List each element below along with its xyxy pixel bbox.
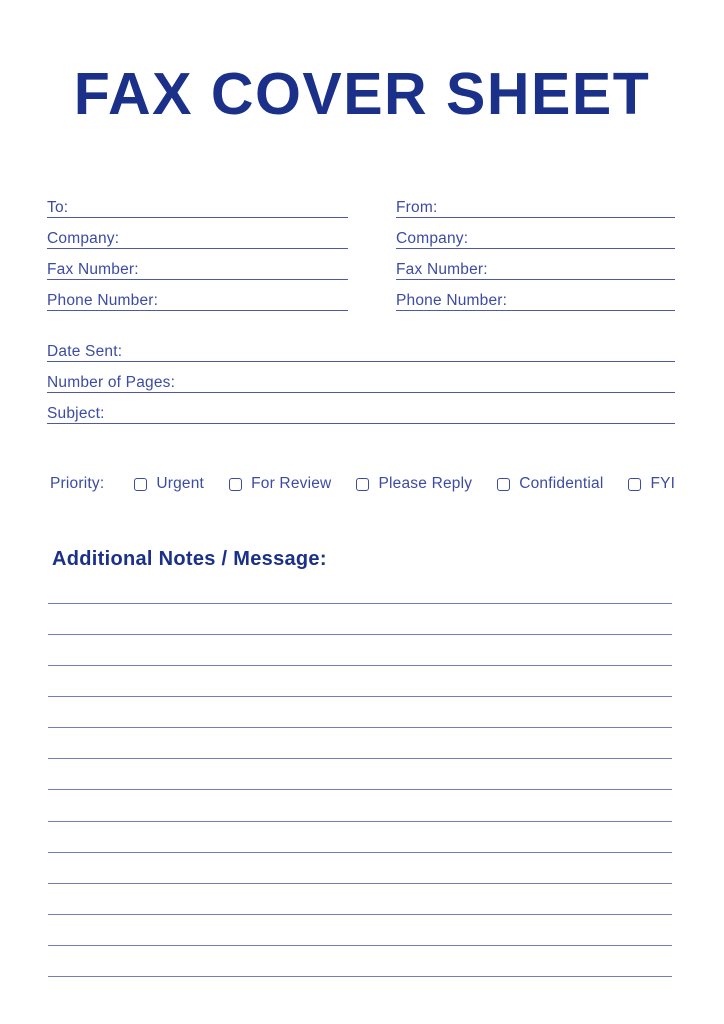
fyi-checkbox[interactable] xyxy=(628,478,641,491)
note-line[interactable] xyxy=(48,821,672,852)
note-line[interactable] xyxy=(48,696,672,727)
note-line[interactable] xyxy=(48,603,672,634)
priority-option-please-reply[interactable] xyxy=(356,476,472,492)
note-line[interactable] xyxy=(48,665,672,696)
note-line[interactable] xyxy=(48,976,672,1007)
priority-option-confidential[interactable] xyxy=(497,476,603,492)
recipient-column xyxy=(47,190,348,314)
recipient-fax-number-field[interactable] xyxy=(47,252,348,280)
note-line[interactable] xyxy=(48,852,672,883)
subject-field[interactable] xyxy=(47,396,675,424)
date-sent-field-label: Date Sent: xyxy=(47,342,123,360)
to-field[interactable] xyxy=(47,190,348,218)
to-field-label: To: xyxy=(47,198,69,216)
page-title: FAX COVER SHEET xyxy=(73,61,651,127)
sender-recipient-section xyxy=(47,190,675,314)
note-line[interactable] xyxy=(48,945,672,976)
priority-option-urgent[interactable] xyxy=(134,476,204,492)
priority-option-fyi[interactable] xyxy=(628,476,675,492)
number-of-pages-field[interactable] xyxy=(47,365,675,393)
recipient-company-field-label: Company: xyxy=(47,229,120,247)
please-reply-checkbox-label: Please Reply xyxy=(378,475,473,493)
sender-column xyxy=(396,190,675,314)
for-review-checkbox-label: For Review xyxy=(251,475,332,493)
please-reply-checkbox[interactable] xyxy=(356,478,369,491)
sender-phone-number-field-label: Phone Number: xyxy=(396,291,508,309)
details-section xyxy=(47,334,675,427)
date-sent-field[interactable] xyxy=(47,334,675,362)
recipient-phone-number-field-label: Phone Number: xyxy=(47,291,159,309)
confidential-checkbox[interactable] xyxy=(497,478,510,491)
urgent-checkbox-label: Urgent xyxy=(156,475,205,493)
recipient-fax-number-field-label: Fax Number: xyxy=(47,260,139,278)
priority-section xyxy=(50,472,680,496)
sender-fax-number-field[interactable] xyxy=(396,252,675,280)
note-line[interactable] xyxy=(48,727,672,758)
confidential-checkbox-label: Confidential xyxy=(519,475,604,493)
priority-option-for-review[interactable] xyxy=(229,476,331,492)
recipient-phone-number-field[interactable] xyxy=(47,283,348,311)
from-field-label: From: xyxy=(396,198,438,216)
notes-lines xyxy=(48,603,672,1007)
note-line[interactable] xyxy=(48,758,672,789)
urgent-checkbox[interactable] xyxy=(134,478,147,491)
fyi-checkbox-label: FYI xyxy=(650,475,676,493)
subject-field-label: Subject: xyxy=(47,404,105,422)
from-field[interactable] xyxy=(396,190,675,218)
note-line[interactable] xyxy=(48,789,672,820)
priority-label: Priority: xyxy=(50,475,105,492)
sender-phone-number-field[interactable] xyxy=(396,283,675,311)
notes-heading: Additional Notes / Message: xyxy=(52,548,327,570)
note-line[interactable] xyxy=(48,634,672,665)
sender-company-field-label: Company: xyxy=(396,229,469,247)
note-line[interactable] xyxy=(48,914,672,945)
recipient-company-field[interactable] xyxy=(47,221,348,249)
number-of-pages-field-label: Number of Pages: xyxy=(47,373,176,391)
sender-company-field[interactable] xyxy=(396,221,675,249)
note-line[interactable] xyxy=(48,883,672,914)
sender-fax-number-field-label: Fax Number: xyxy=(396,260,488,278)
for-review-checkbox[interactable] xyxy=(229,478,242,491)
